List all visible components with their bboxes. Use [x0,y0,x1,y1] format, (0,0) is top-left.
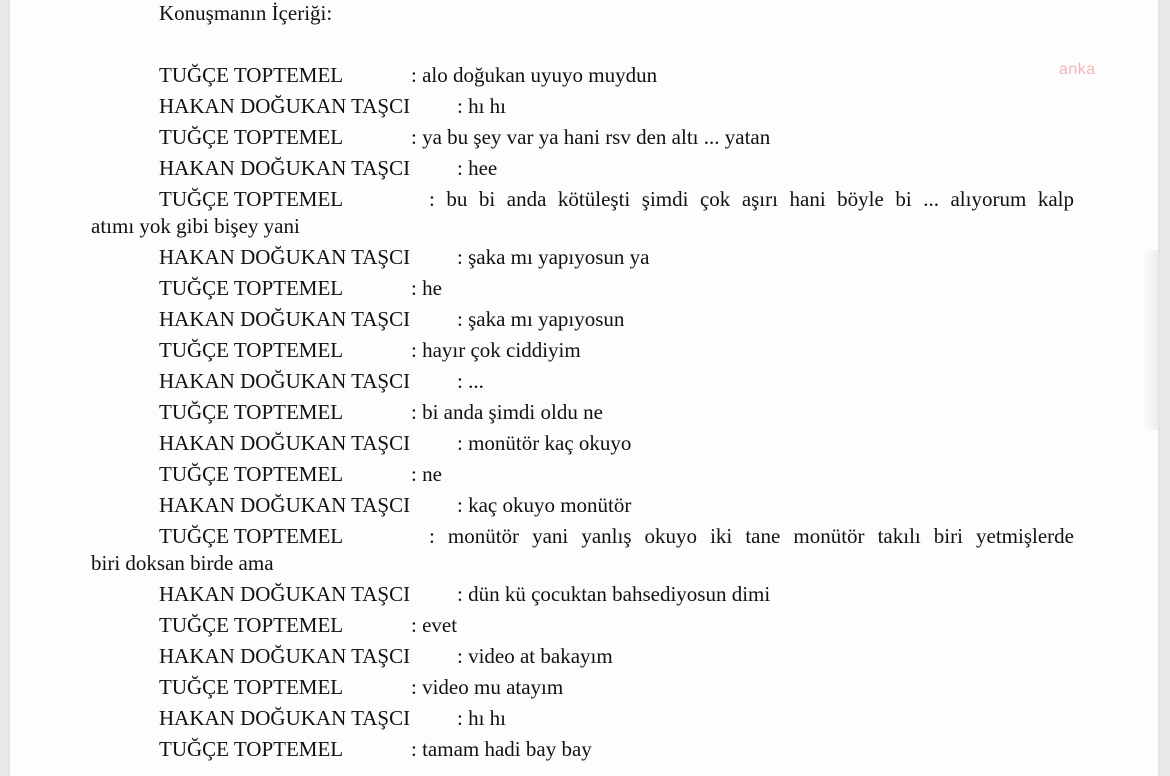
speaker-name: TUĞÇE TOPTEMEL [159,63,344,87]
agency-watermark: anka [1059,61,1096,78]
utterance: : he [411,276,442,300]
utterance: : monütör kaç okuyo [457,431,632,455]
page-curl-shadow [1144,250,1158,430]
speaker-name: TUĞÇE TOPTEMEL [159,125,344,149]
transcript-line [159,524,1074,548]
speaker-name: TUĞÇE TOPTEMEL [159,524,344,548]
utterance: : hı hı [457,94,507,118]
utterance: : dün kü çocuktan bahsediyosun dimi [457,582,771,606]
transcript-heading: Konuşmanın İçeriği: [159,1,333,25]
speaker-name: TUĞÇE TOPTEMEL [159,276,344,300]
utterance: : kaç okuyo monütör [457,493,632,517]
speaker-name: HAKAN DOĞUKAN TAŞCI [159,245,411,269]
utterance-continuation: biri doksan birde ama [91,551,274,575]
speaker-name: HAKAN DOĞUKAN TAŞCI [159,706,411,730]
utterance: : bi anda şimdi oldu ne [411,400,603,424]
utterance: : şaka mı yapıyosun ya [457,245,650,269]
utterance-continuation: atımı yok gibi bişey yani [91,214,300,238]
utterance: : evet [411,613,458,637]
speaker-name: TUĞÇE TOPTEMEL [159,737,344,761]
utterance: : hayır çok ciddiyim [411,338,581,362]
speaker-name: HAKAN DOĞUKAN TAŞCI [159,156,411,180]
utterance: : ya bu şey var ya hani rsv den altı ... yatan [411,125,771,149]
speaker-name: HAKAN DOĞUKAN TAŞCI [159,582,411,606]
utterance: : hee [457,156,498,180]
speaker-name: HAKAN DOĞUKAN TAŞCI [159,493,411,517]
speaker-name: HAKAN DOĞUKAN TAŞCI [159,94,411,118]
utterance: : bu bi anda kötüleşti şimdi çok aşırı hani böyle bi ... alıyorum kalp [429,187,1074,211]
utterance: : video mu atayım [411,675,564,699]
speaker-name: HAKAN DOĞUKAN TAŞCI [159,307,411,331]
utterance: : hı hı [457,706,507,730]
speaker-name: TUĞÇE TOPTEMEL [159,613,344,637]
utterance: : tamam hadi bay bay [411,737,592,761]
utterance: : ne [411,462,442,486]
utterance: : video at bakayım [457,644,613,668]
utterance: : alo doğukan uyuyo muydun [411,63,658,87]
speaker-name: TUĞÇE TOPTEMEL [159,338,344,362]
speaker-name: TUĞÇE TOPTEMEL [159,462,344,486]
speaker-name: HAKAN DOĞUKAN TAŞCI [159,644,411,668]
utterance: : monütör yani yanlış okuyo iki tane monütör takılı biri yetmişlerde [429,524,1074,548]
speaker-name: TUĞÇE TOPTEMEL [159,675,344,699]
speaker-name: HAKAN DOĞUKAN TAŞCI [159,369,411,393]
utterance: : şaka mı yapıyosun [457,307,625,331]
transcript-line [159,187,1074,211]
utterance: : ... [457,369,484,393]
speaker-name: HAKAN DOĞUKAN TAŞCI [159,431,411,455]
speaker-name: TUĞÇE TOPTEMEL [159,400,344,424]
speaker-name: TUĞÇE TOPTEMEL [159,187,344,211]
